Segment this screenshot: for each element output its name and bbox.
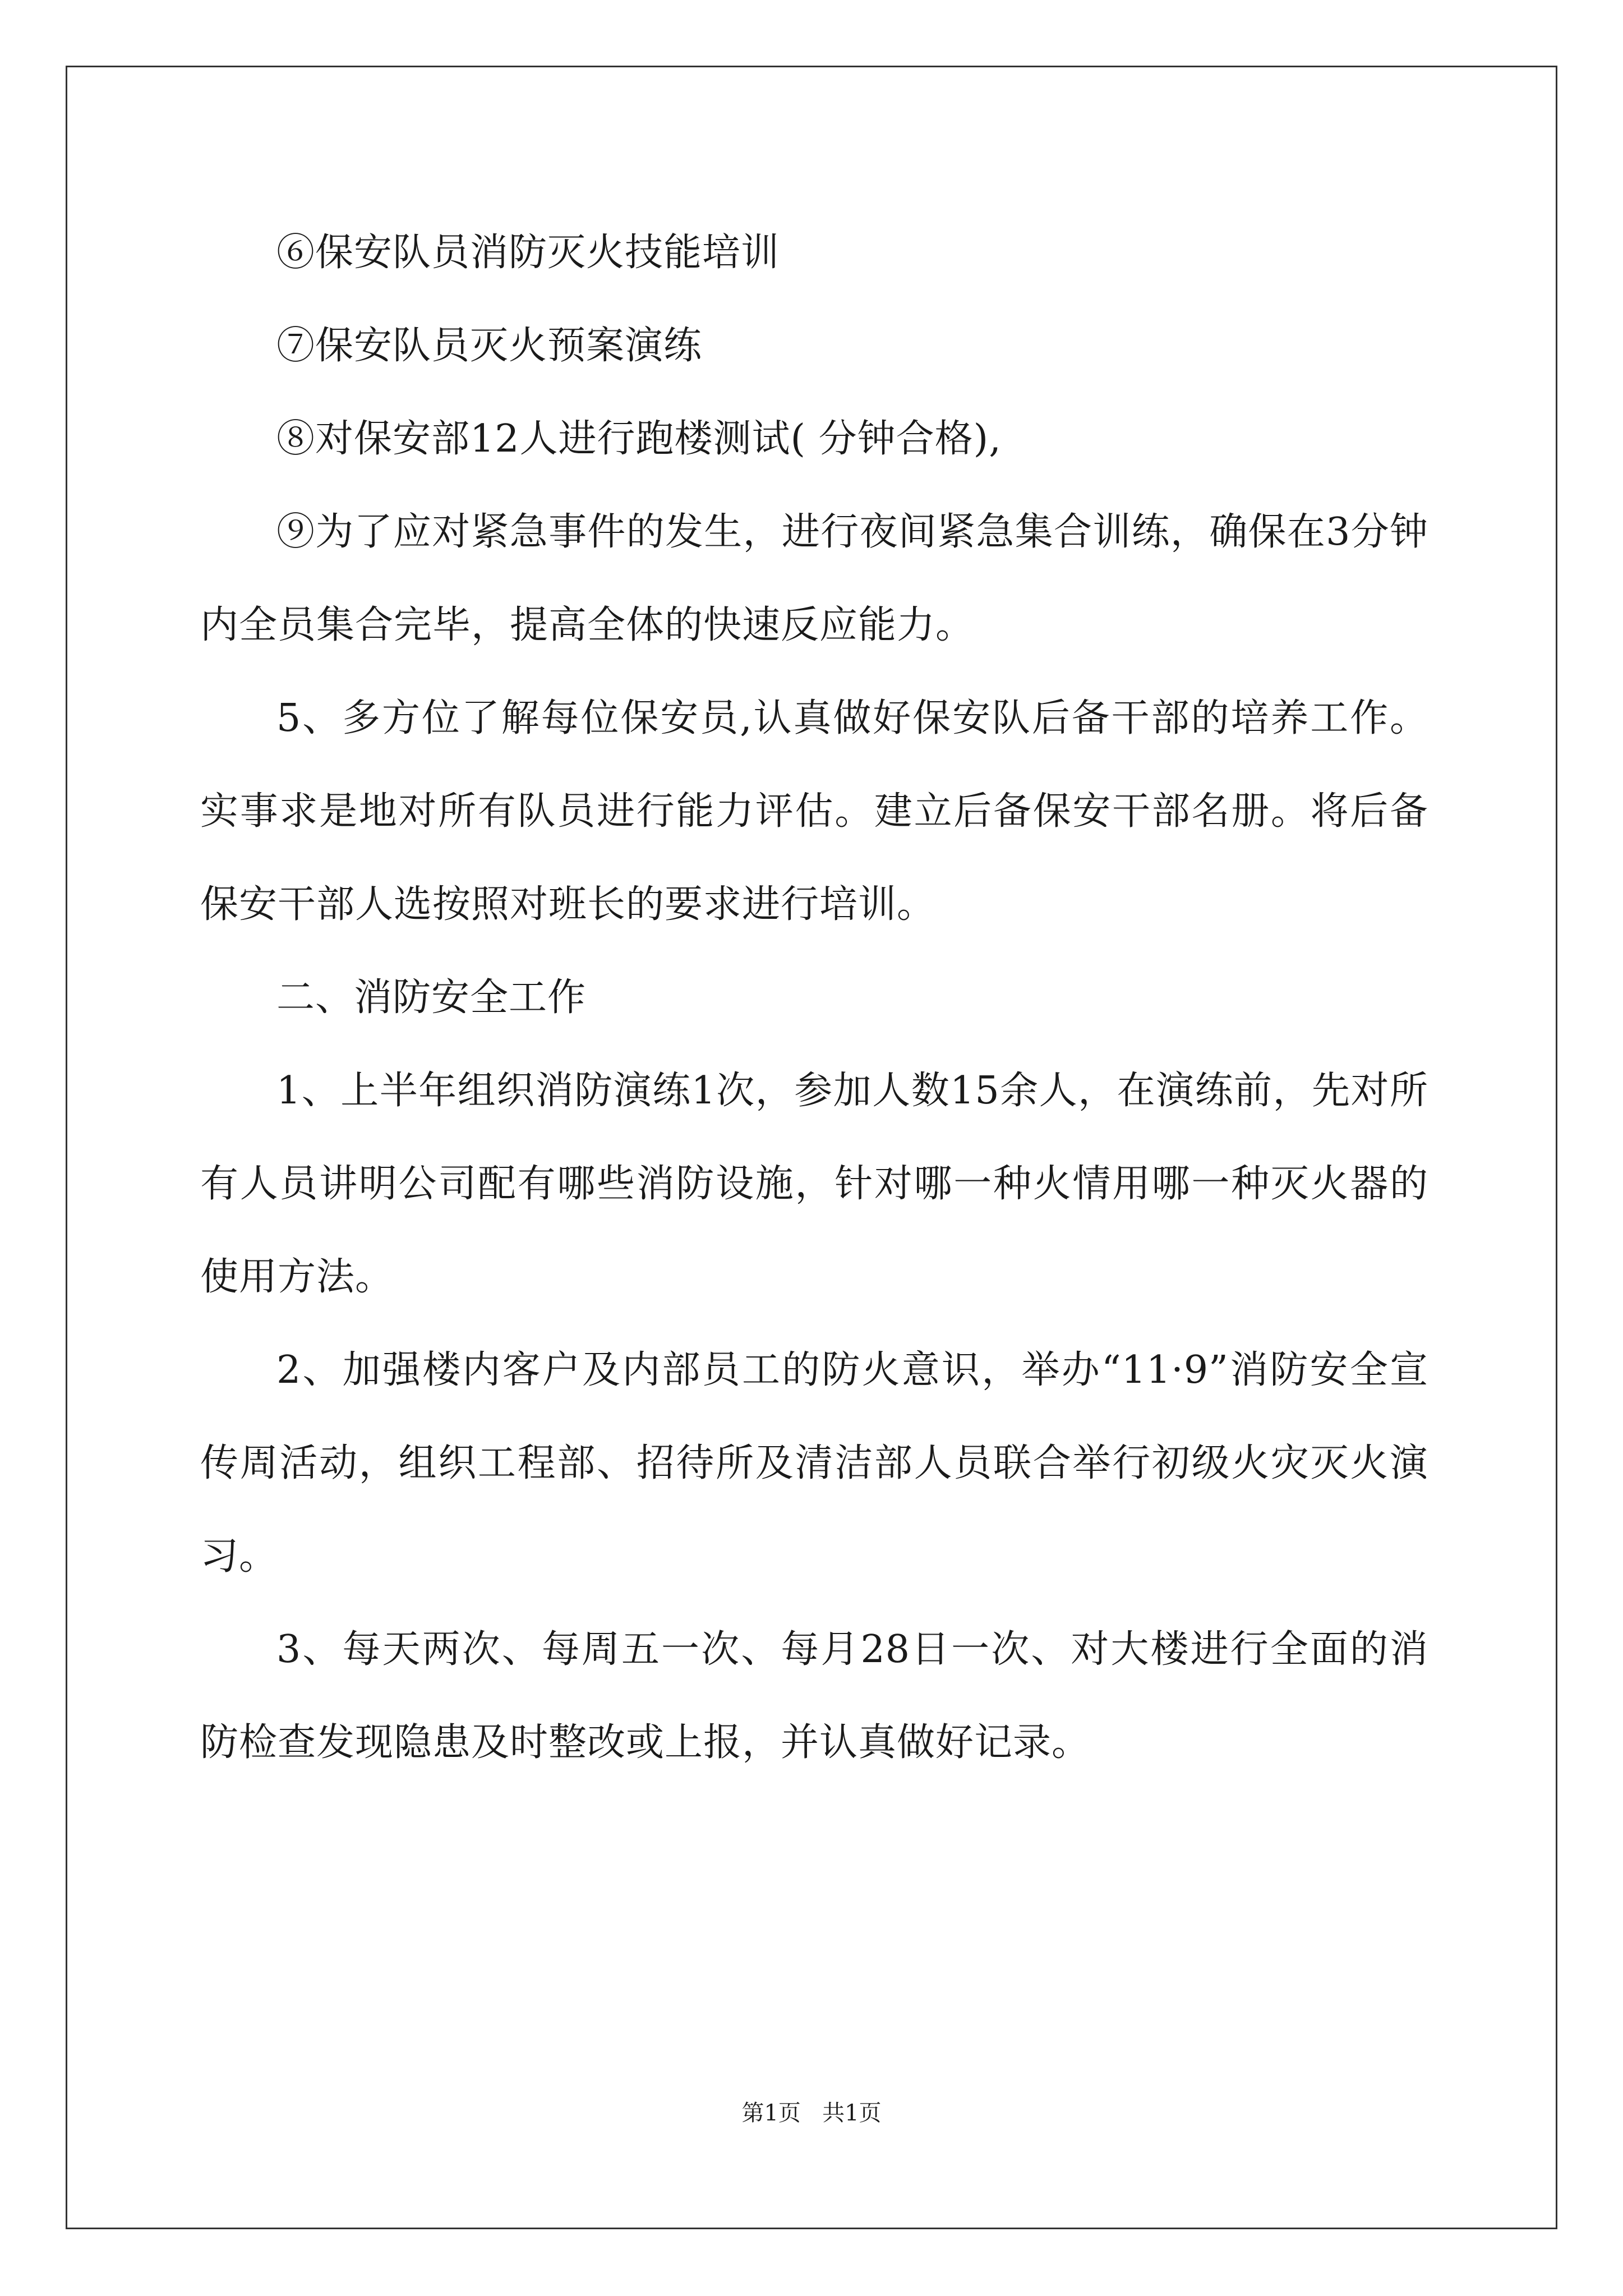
paragraph-item-7: ⑦保安队员灭火预案演练 (276, 324, 703, 368)
paragraph-fire-inspection: 3、每天两次、每周五一次、每月28日一次、对大楼进行全面的消防检查发现隐患及时整改或上报，并认真做好记录。 (200, 1627, 1428, 1765)
document-body (200, 206, 1428, 1789)
section-heading-fire-safety: 二、消防安全工作 (276, 976, 587, 1020)
page-total: 共1页 (822, 2100, 882, 2126)
page-footer (0, 2095, 1623, 2127)
paragraph-fire-awareness: 2、加强楼内客户及内部员工的防火意识，举办“11·9”消防安全宣传周活动，组织工程部、招待所及清洁部人员联合举行初级火灾灭火演习。 (200, 1348, 1428, 1579)
page-number: 第1页 (741, 2100, 801, 2126)
paragraph-fire-drill: 1、上半年组织消防演练1次，参加人数15余人，在演练前，先对所有人员讲明公司配有哪些消防设施，针对哪一种火情用哪一种灭火器的使用方法。 (200, 1069, 1428, 1299)
paragraph-cadre-training: 5、多方位了解每位保安员,认真做好保安队后备干部的培养工作。实事求是地对所有队员进行能力评估。建立后备保安干部名册。将后备保安干部人选按照对班长的要求进行培训。 (200, 696, 1428, 927)
paragraph-item-6: ⑥保安队员消防灭火技能培训 (276, 231, 780, 275)
paragraph-item-8: ⑧对保安部12人进行跑楼测试( 分钟合格), (276, 417, 1002, 461)
paragraph-item-9: ⑨为了应对紧急事件的发生，进行夜间紧急集合训练，确保在3分钟内全员集合完毕，提高全体的快速反应能力。 (200, 510, 1428, 647)
